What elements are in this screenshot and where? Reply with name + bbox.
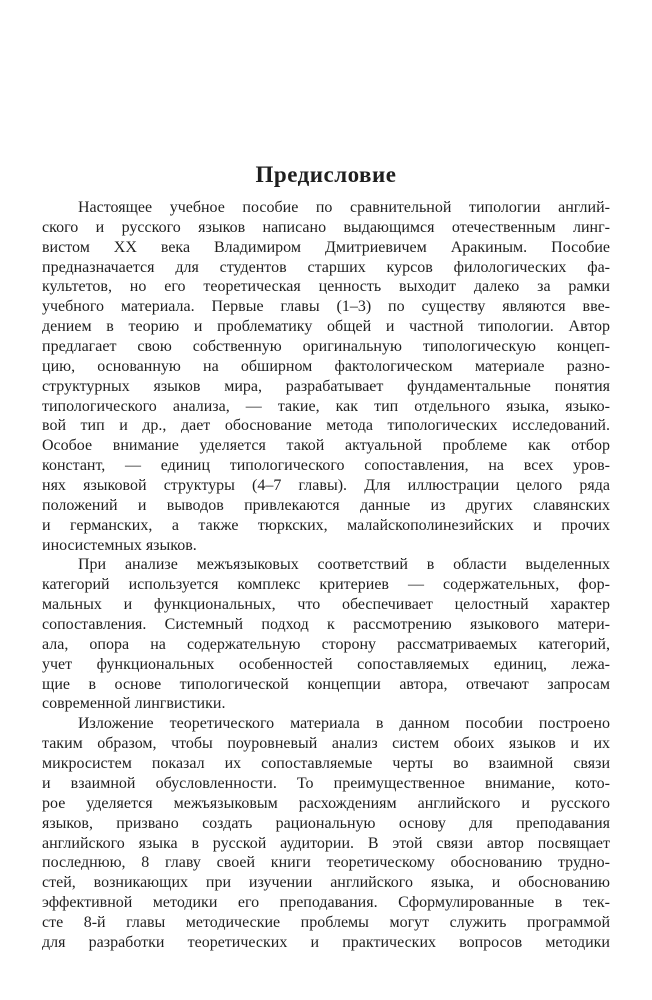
text-line: таким образом, чтобы поуровневый анализ систем обоих языков и их [42, 735, 610, 753]
text-line: типологического анализа, — такие, как тип отдельного языка, языко- [42, 397, 610, 415]
text-line: учет функциональных особенностей сопоставляемых единиц, лежа- [42, 655, 610, 673]
text-line: ала, опора на содержательную сторону рассматриваемых категорий, [42, 635, 610, 653]
text-line: предназначается для студентов старших курсов филологических фа- [42, 258, 610, 276]
text-line: Настоящее учебное пособие по сравнительной типологии англий- [78, 199, 610, 216]
page-body [42, 198, 610, 953]
text-line: предлагает свою собственную оригинальную типологическую концеп- [42, 338, 610, 356]
text-line: Изложение теоретического материала в данном пособии построено [78, 715, 610, 733]
text-line: учебного материала. Первые главы (1–3) по существу являются вве- [42, 298, 610, 316]
text-line: При анализе межъязыковых соответствий в области выделенных [78, 556, 610, 574]
text-line: мальных и функциональных, что обеспечивает целостный характер [42, 596, 610, 614]
text-line: и германских, а также тюркских, малайскополинезийских и прочих [42, 516, 610, 534]
text-line: языков, призвано создать рациональную основу для преподавания [42, 814, 610, 832]
text-line: положений и выводов привлекаются данные из других славянских [42, 496, 610, 514]
text-line: категорий используется комплекс критериев — содержательных, фор- [42, 576, 610, 594]
text-line: современной лингвистики. [42, 695, 226, 713]
text-line: стей, возникающих при изучении английского языка, и обоснованию [42, 874, 610, 892]
text-line: констант, — единиц типологического сопоставления, на всех уров- [42, 457, 610, 475]
text-line: Особое внимание уделяется такой актуальной проблеме как отбор [42, 437, 610, 455]
text-line: цию, основанную на обширном фактологическом материале разно- [42, 357, 610, 375]
text-line: дением в теорию и проблематику общей и частной типологии. Автор [42, 318, 610, 336]
paragraph [42, 198, 610, 555]
text-line: для разработки теоретических и практических вопросов методики [42, 933, 610, 951]
text-line: последнюю, 8 главу своей книги теоретическому обоснованию трудно- [42, 854, 610, 872]
page-title: Предисловие [255, 162, 397, 187]
text-line: структурных языков мира, разрабатывает фундаментальные понятия [42, 377, 610, 395]
text-block [42, 160, 610, 953]
text-line: английского языка в русской аудитории. В этой связи автор посвящает [42, 834, 610, 852]
text-line: эффективной методики его преподавания. Сформулированные в тек- [42, 894, 610, 912]
text-line: иносистемных языков. [42, 536, 197, 554]
text-line: сте 8-й главы методические проблемы могут служить программой [42, 913, 610, 931]
text-line: микросистем показал их сопоставляемые черты во взаимной связи [42, 755, 610, 773]
text-line: сопоставления. Системный подход к рассмотрению языкового матери- [42, 616, 610, 634]
text-line: ского и русского языков написано выдающимся отечественным линг- [42, 218, 610, 236]
text-line: и взаимной обусловленности. То преимущественное внимание, кото- [42, 774, 610, 792]
text-line: культетов, но его теоретическая ценность выходит далеко за рамки [42, 278, 610, 296]
paragraph [42, 555, 610, 714]
text-line: вой тип и др., дает обоснование метода типологических исследований. [42, 417, 610, 435]
text-line: рое уделяется межъязыковым расхождениям английского и русского [42, 794, 610, 812]
text-line: щие в основе типологической концепции автора, отвечают запросам [42, 675, 610, 693]
text-line: вистом XX века Владимиром Дмитриевичем Аракиным. Пособие [42, 238, 610, 256]
paragraph [42, 714, 610, 952]
text-line: нях языковой структуры (4–7 главы). Для иллюстрации целого ряда [42, 477, 610, 495]
